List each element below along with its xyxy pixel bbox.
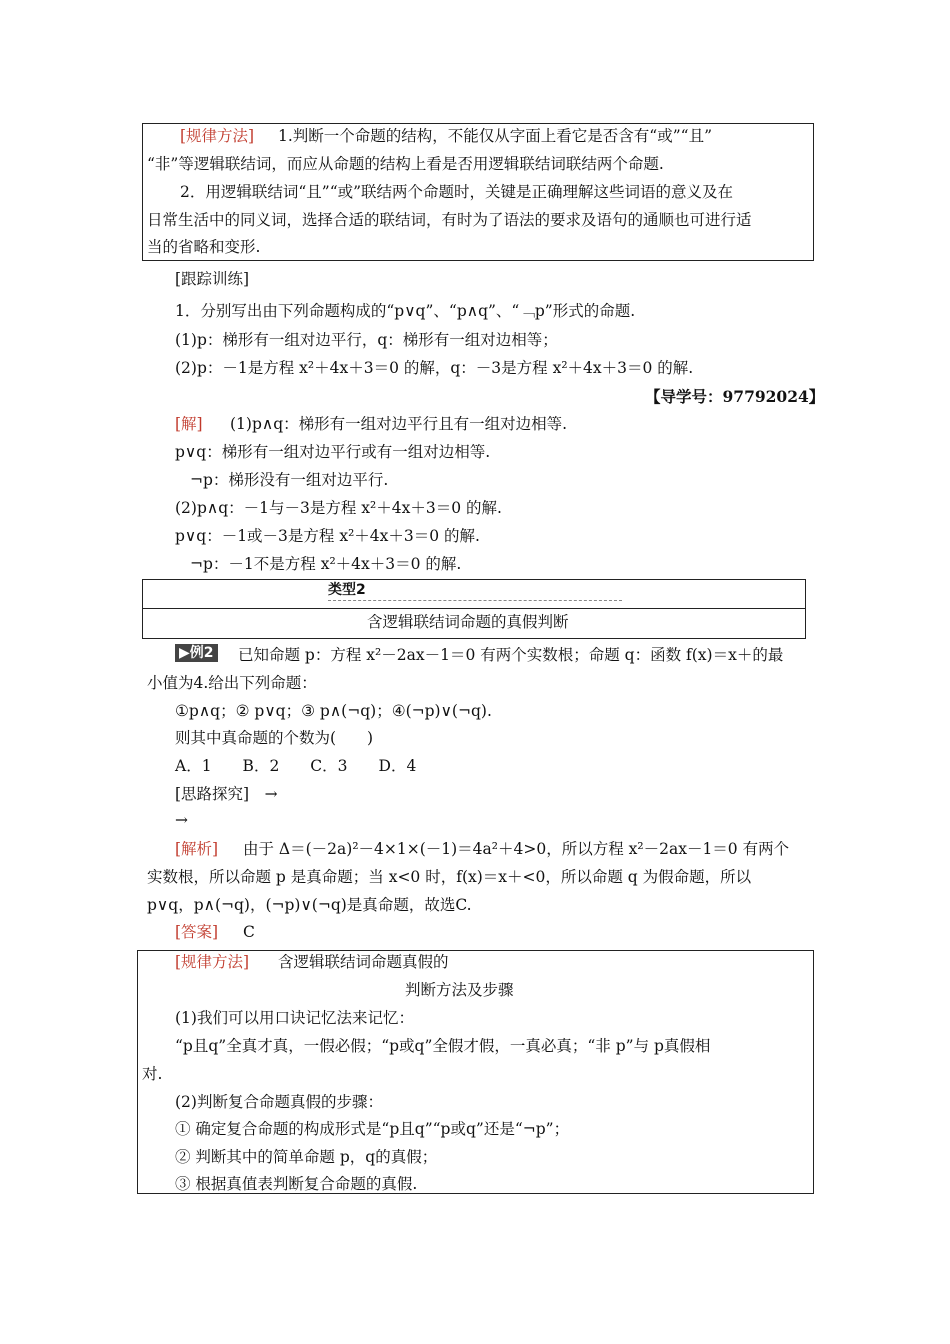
method-2-line-5: ① 确定复合命题的构成形式是“p且q”“p或q”还是“¬p”； [175, 1120, 570, 1138]
solution-line-6: ¬p：－1不是方程 x²＋4x＋3＝0 的解. [190, 555, 462, 573]
method-2-line-3: 对. [142, 1065, 163, 1083]
type-2-title: 含逻辑联结词命题的真假判断 [367, 613, 569, 631]
solution-line-5: p∨q：－1或－3是方程 x²＋4x＋3＝0 的解. [175, 527, 480, 545]
analysis-line-1: 由于 Δ＝(－2a)²－4×1×(－1)＝4a²＋4>0，所以方程 x²－2ax－1＝0 有两个 [243, 840, 790, 858]
analysis-line-3: p∨q，p∧(¬q)，(¬p)∨(¬q)是真命题，故选C. [147, 896, 472, 914]
example-2-tag: ▶例2 [175, 644, 218, 662]
analysis-line-2: 实数根，所以命题 p 是真命题；当 x<0 时，f(x)＝x＋<0，所以命题 q 为假命题，所以 [147, 868, 752, 886]
practice-q1-part-1: (1)p：梯形有一组对边平行，q：梯形有一组对边相等； [175, 331, 558, 349]
solution-line-1: (1)p∧q：梯形有一组对边平行且有一组对边相等. [230, 415, 568, 433]
example-options: A．1 B．2 C．3 D．4 [175, 757, 417, 775]
thinking-arrow: → [175, 811, 188, 829]
reference-number: 【导学号：97792024】 [645, 387, 825, 406]
answer-value: C [243, 923, 255, 941]
method-1-line-1: 1.判断一个命题的结构，不能仅从字面上看它是否含有“或”“且” [278, 127, 712, 145]
type-2-rule [142, 608, 806, 609]
practice-title: [跟踪训练] [175, 270, 250, 288]
example-line-2: 小值为4.给出下列命题： [147, 674, 317, 692]
method-2-line-4: (2)判断复合命题真假的步骤： [175, 1093, 383, 1111]
analysis-tag: [解析] [175, 840, 219, 858]
method-2-heading-2: 判断方法及步骤 [405, 981, 514, 999]
type-2-divider [328, 600, 622, 601]
method-1-line-2: “非”等逻辑联结词，而应从命题的结构上看是否用逻辑联结词联结两个命题. [147, 155, 664, 173]
solution-line-2: p∨q：梯形有一组对边平行或有一组对边相等. [175, 443, 491, 461]
practice-q1-part-2: (2)p：－1是方程 x²＋4x＋3＝0 的解，q：－3是方程 x²＋4x＋3＝0 的解. [175, 359, 694, 377]
type-2-label: 类型2 [328, 582, 366, 598]
example-line-1: 已知命题 p：方程 x²－2ax－1＝0 有两个实数根；命题 q：函数 f(x)＝x＋的最 [238, 646, 784, 664]
method-2-heading-1: 含逻辑联结词命题真假的 [278, 953, 449, 971]
method-tag-1: [规律方法] [180, 127, 255, 145]
solution-line-4: (2)p∧q：－1与－3是方程 x²＋4x＋3＝0 的解. [175, 499, 502, 517]
method-1-line-5: 当的省略和变形. [147, 238, 261, 256]
practice-question-1: 1．分别写出由下列命题构成的“p∨q”、“p∧q”、“﹁p”形式的命题. [175, 302, 636, 320]
thinking-exploration: [思路探究] → [175, 785, 278, 803]
method-1-line-3: 2．用逻辑联结词“且”“或”联结两个命题时，关键是正确理解这些词语的意义及在 [180, 183, 734, 201]
solution-tag: [解] [175, 415, 203, 433]
example-line-4: 则其中真命题的个数为( ) [175, 729, 374, 747]
method-2-line-2: “p且q”全真才真，一假必假；“p或q”全假才假，一真必真；“非 p”与 p真假相 [175, 1037, 711, 1055]
method-tag-2: [规律方法] [175, 953, 250, 971]
method-2-line-7: ③ 根据真值表判断复合命题的真假. [175, 1175, 418, 1193]
method-2-line-6: ② 判断其中的简单命题 p，q的真假； [175, 1148, 438, 1166]
method-2-line-1: (1)我们可以用口诀记忆法来记忆： [175, 1009, 414, 1027]
solution-line-3: ¬p：梯形没有一组对边平行. [190, 471, 389, 489]
method-1-line-4: 日常生活中的同义词，选择合适的联结词，有时为了语法的要求及语句的通顺也可进行适 [147, 211, 752, 229]
example-line-3: ①p∧q；② p∨q；③ p∧(¬q)；④(¬p)∨(¬q). [175, 702, 492, 720]
answer-tag: [答案] [175, 923, 219, 941]
example-2-label: 例2 [189, 645, 214, 661]
